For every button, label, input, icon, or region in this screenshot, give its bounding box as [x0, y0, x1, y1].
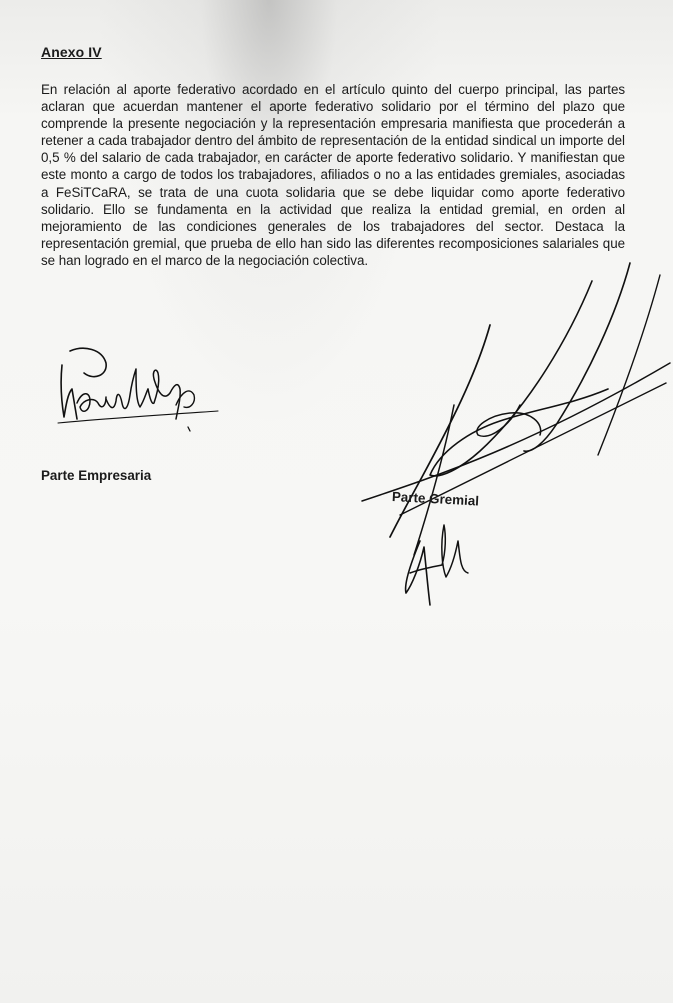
parte-empresaria-label: Parte Empresaria [41, 468, 152, 483]
signature-gremial [360, 255, 670, 615]
annex-heading: Anexo IV [41, 44, 102, 60]
signature-empresaria [50, 345, 220, 435]
parte-gremial-label: Parte Gremial [391, 489, 480, 509]
annex-paragraph: En relación al aporte federativo acordado en el artículo quinto del cuerpo principal, las partes aclaran que acuerdan mantener el aporte federativo solidario por el término del plazo que comprende la presente negociación y la representación empresaria manifiesta que procederán a retener a cada trabajador dentro del ámbito de representación de la entidad sindical un importe del 0,5 % del salario de cada trabajador, en carácter de aporte federativo solidario. Y manifiestan que este monto a cargo de todos los trabajadores, afiliados o no a las entidades gremiales, asociadas a FeSiTCaRA, se trata de una cuota solidaria que se debe liquidar como aporte federativo solidario. Ello se fundamenta en la actividad que realiza la entidad gremial, en orden al mejoramiento de las condiciones generales de los trabajadores del sector. Destaca la representación gremial, que prueba de ello han sido las diferentes recomposiciones salariales que se han logrado en el marco de la negociación colectiva. [41, 82, 625, 268]
